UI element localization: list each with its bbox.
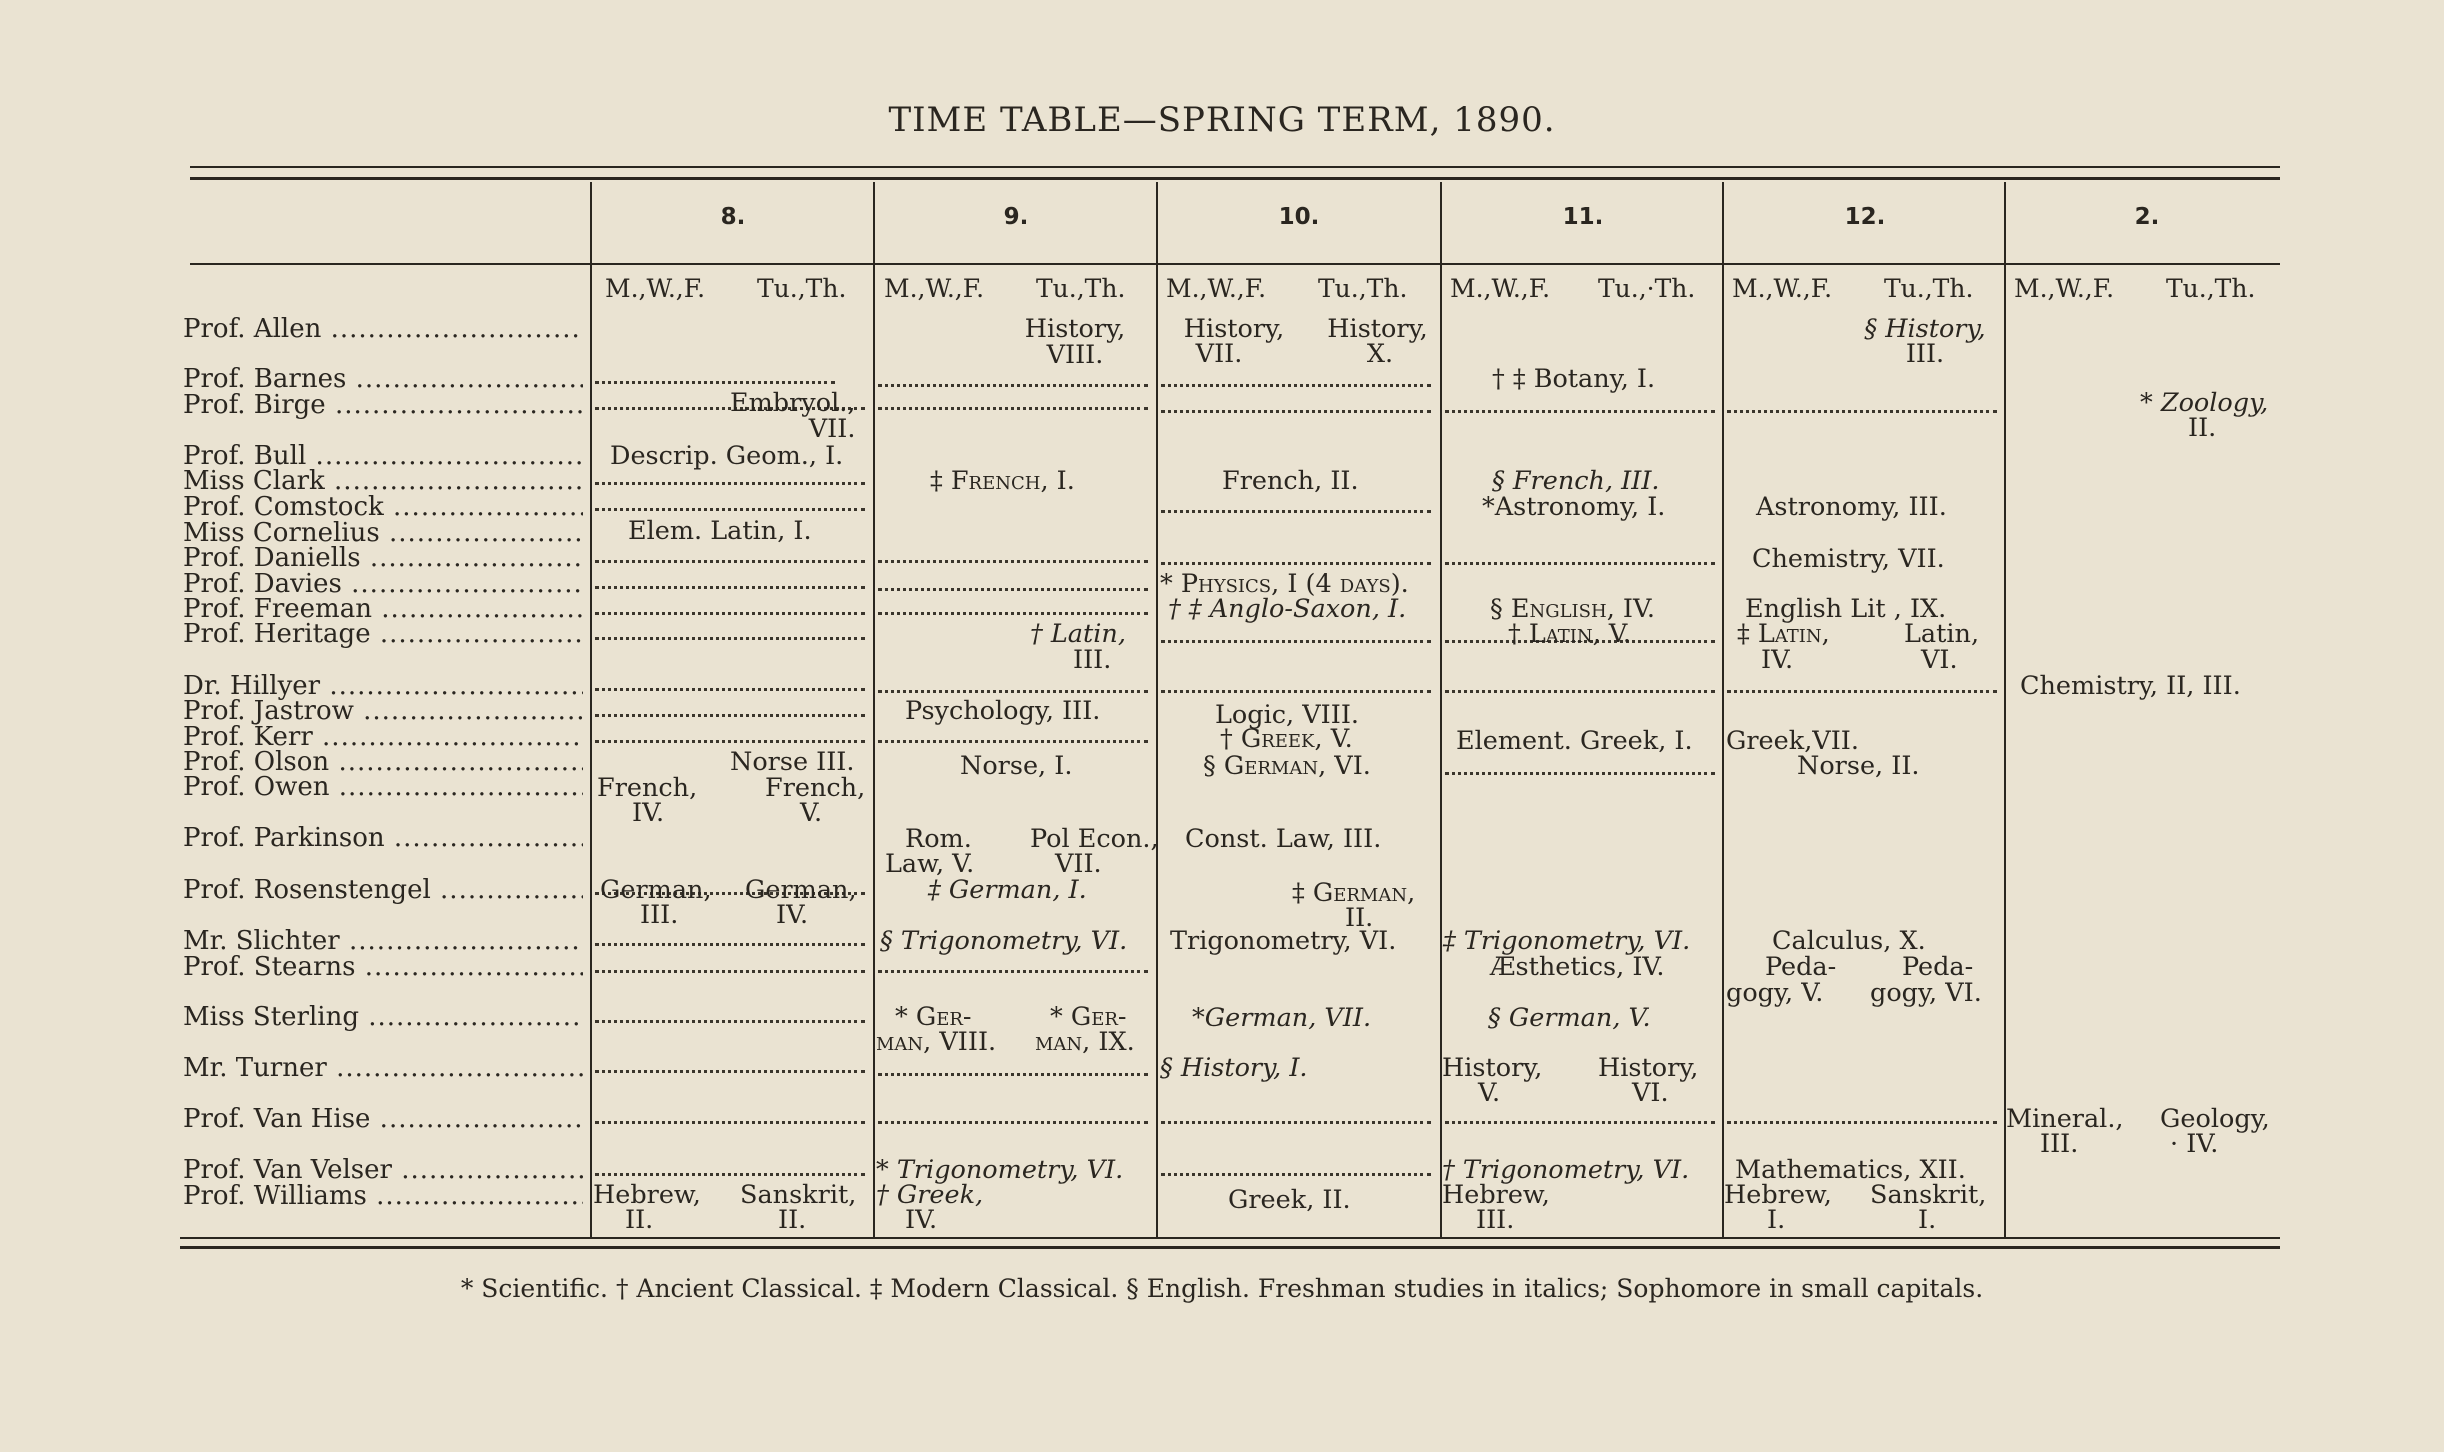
hour-header: 12. bbox=[1844, 204, 1886, 230]
dotted-leader bbox=[1727, 1121, 1997, 1124]
schedule-cell: History, bbox=[1327, 314, 1428, 344]
schedule-cell: III. bbox=[1905, 339, 1945, 369]
schedule-cell: Logic, VIII. bbox=[1215, 700, 1359, 730]
schedule-cell: * Ger- bbox=[1050, 1002, 1127, 1032]
schedule-cell: History, bbox=[1442, 1053, 1543, 1083]
dotted-leader bbox=[1161, 640, 1431, 643]
schedule-cell: Embryol., VII. bbox=[730, 388, 856, 444]
schedule-cell: French, II. bbox=[1222, 466, 1359, 496]
schedule-cell: * Ger- bbox=[895, 1002, 972, 1032]
schedule-cell: § History, bbox=[1864, 314, 1986, 344]
schedule-cell: Elem. Latin, I. bbox=[628, 516, 812, 546]
professor-name: Prof. Olson ..... bbox=[183, 747, 583, 777]
dotted-leader bbox=[1445, 1121, 1715, 1124]
schedule-cell: man, VIII. bbox=[876, 1027, 997, 1057]
day-head-tuth: Tu.,Th. bbox=[2166, 274, 2256, 303]
dotted-leader bbox=[595, 612, 865, 615]
dotted-leader bbox=[1727, 690, 1997, 693]
schedule-cell: Rom. bbox=[905, 824, 972, 854]
day-head-tuth: Tu.,Th. bbox=[757, 274, 847, 303]
professor-name: Prof. Williams ..... bbox=[183, 1181, 583, 1211]
hour-header: 9. bbox=[1003, 204, 1029, 230]
schedule-cell: Norse, I. bbox=[960, 751, 1073, 781]
dotted-leader bbox=[878, 1073, 1148, 1076]
schedule-cell: History, bbox=[1183, 314, 1285, 344]
schedule-cell: gogy, V. bbox=[1726, 978, 1824, 1008]
professor-name: Prof. Owen ..... bbox=[183, 772, 583, 802]
column-divider bbox=[1156, 182, 1158, 1237]
day-head-mwf: M.,W.,F. bbox=[1732, 274, 1833, 303]
professor-name: Prof. Freeman ..... bbox=[183, 594, 583, 624]
professor-name: Mr. Slichter ..... bbox=[183, 926, 583, 956]
schedule-cell: VII. bbox=[1055, 849, 1102, 879]
professor-name: Prof. Stearns ..... bbox=[183, 952, 583, 982]
dotted-leader bbox=[595, 508, 865, 511]
professor-name: Prof. Parkinson ..... bbox=[183, 823, 583, 853]
schedule-cell: § English, IV. bbox=[1490, 594, 1656, 624]
schedule-cell: § German, V. bbox=[1488, 1003, 1651, 1033]
dotted-leader bbox=[1161, 410, 1431, 413]
dotted-leader bbox=[595, 381, 835, 384]
schedule-cell: § Trigonometry, VI. bbox=[880, 926, 1128, 956]
schedule-cell: * Zoology, bbox=[2140, 388, 2269, 418]
day-head-mwf: M.,W.,F. bbox=[884, 274, 985, 303]
schedule-cell: II. bbox=[2188, 413, 2217, 443]
hour-header: 10. bbox=[1278, 204, 1320, 230]
professor-name: Miss Cornelius ..... bbox=[183, 518, 583, 548]
schedule-cell: German, bbox=[745, 875, 857, 905]
dotted-leader bbox=[878, 384, 1148, 387]
dotted-leader bbox=[878, 560, 1148, 563]
top-rule-thick bbox=[190, 177, 2280, 180]
schedule-cell: VII. bbox=[1195, 339, 1243, 369]
dotted-leader bbox=[1445, 410, 1715, 413]
schedule-cell: † ‡ Anglo-Saxon, I. bbox=[1168, 594, 1407, 624]
schedule-cell: Peda- bbox=[1765, 952, 1837, 982]
schedule-cell: German, bbox=[600, 875, 712, 905]
page-title: TIME TABLE—SPRING TERM, 1890. bbox=[888, 100, 1556, 140]
dotted-leader bbox=[878, 588, 1148, 591]
schedule-cell: III. bbox=[2040, 1129, 2079, 1159]
schedule-cell: IV. bbox=[776, 900, 809, 930]
professor-name: Prof. Barnes ..... bbox=[183, 364, 583, 394]
schedule-cell: X. bbox=[1366, 339, 1394, 369]
dotted-leader bbox=[595, 740, 865, 743]
schedule-cell: I. bbox=[1918, 1205, 1937, 1235]
dotted-leader bbox=[878, 1121, 1148, 1124]
bottom-rule-thick bbox=[180, 1246, 2280, 1249]
schedule-cell: III. bbox=[640, 900, 679, 930]
schedule-cell: ‡ German, bbox=[1292, 878, 1416, 908]
column-divider bbox=[1722, 182, 1724, 1237]
professor-name: Prof. Davies ..... bbox=[183, 569, 583, 599]
top-rule-thin bbox=[190, 166, 2280, 168]
hour-header: 11. bbox=[1562, 204, 1604, 230]
professor-name: Miss Clark ..... bbox=[183, 466, 583, 496]
professor-name: Mr. Turner ..... bbox=[183, 1053, 583, 1083]
schedule-cell: IV. bbox=[632, 798, 665, 828]
dotted-leader bbox=[595, 637, 865, 640]
professor-name: Prof. Van Velser ..... bbox=[183, 1155, 583, 1185]
schedule-cell: * Trigonometry, VI. bbox=[876, 1155, 1124, 1185]
day-head-tuth: Tu.,Th. bbox=[1036, 274, 1126, 303]
day-head-mwf: M.,W.,F. bbox=[605, 274, 706, 303]
schedule-cell: Sanskrit, bbox=[1870, 1180, 1987, 1210]
dotted-leader bbox=[878, 970, 1148, 973]
column-divider bbox=[873, 182, 875, 1237]
professor-name: Prof. Allen ..... bbox=[183, 314, 583, 344]
dotted-leader bbox=[595, 970, 865, 973]
dotted-leader bbox=[878, 612, 1148, 615]
dotted-leader bbox=[1161, 1121, 1431, 1124]
professor-name: Prof. Jastrow ..... bbox=[183, 696, 583, 726]
schedule-cell: II. bbox=[625, 1205, 654, 1235]
hour-header: 2. bbox=[2134, 204, 2160, 230]
day-head-tuth: Tu.,Th. bbox=[1884, 274, 1974, 303]
schedule-cell: Mathematics, XII. bbox=[1735, 1155, 1966, 1185]
dotted-leader bbox=[595, 586, 865, 589]
day-head-tuth: Tu.,Th. bbox=[1318, 274, 1408, 303]
schedule-cell: English Lit , IX. bbox=[1745, 594, 1947, 624]
schedule-cell: VI. bbox=[1921, 645, 1958, 675]
schedule-cell: History, VIII. bbox=[1024, 314, 1126, 370]
dotted-leader bbox=[595, 714, 865, 717]
schedule-cell: Sanskrit, bbox=[740, 1180, 857, 1210]
professor-name: Dr. Hillyer ..... bbox=[183, 671, 583, 701]
dotted-leader bbox=[595, 1173, 865, 1176]
schedule-cell: Hebrew, bbox=[1724, 1180, 1832, 1210]
dotted-leader bbox=[595, 1121, 865, 1124]
schedule-cell: Chemistry, II, III. bbox=[2020, 671, 2241, 701]
schedule-cell: ‡ French, I. bbox=[930, 466, 1075, 496]
footnote-legend: * Scientific. † Ancient Classical. ‡ Modern Classical. § English. Freshman studies in italics; Sophomore in small capitals. bbox=[460, 1274, 1984, 1303]
dotted-leader bbox=[1161, 690, 1431, 693]
schedule-cell: II. bbox=[1345, 903, 1374, 933]
schedule-cell: I. bbox=[1767, 1205, 1786, 1235]
schedule-cell: § German, VI. bbox=[1203, 751, 1371, 781]
schedule-cell: Trigonometry, VI. bbox=[1170, 926, 1397, 956]
schedule-cell: ‡ Trigonometry, VI. bbox=[1443, 926, 1691, 956]
schedule-cell: Æsthetics, IV. bbox=[1490, 952, 1665, 982]
schedule-cell: French, bbox=[597, 773, 698, 803]
schedule-cell: Norse, II. bbox=[1797, 751, 1920, 781]
day-head-mwf: M.,W.,F. bbox=[1450, 274, 1551, 303]
dotted-leader bbox=[1445, 562, 1715, 565]
schedule-cell: Greek,VII. bbox=[1726, 726, 1859, 756]
schedule-cell: History, bbox=[1598, 1053, 1699, 1083]
column-divider bbox=[590, 182, 592, 1237]
schedule-cell: Hebrew, bbox=[1442, 1180, 1550, 1210]
schedule-cell: Latin, bbox=[1904, 619, 1980, 649]
dotted-leader bbox=[1727, 410, 1997, 413]
schedule-cell: † ‡ Botany, I. bbox=[1492, 364, 1656, 394]
schedule-cell: * Physics, I (4 days). bbox=[1160, 569, 1409, 599]
schedule-cell: Calculus, X. bbox=[1772, 926, 1926, 956]
schedule-cell: · IV. bbox=[2170, 1129, 2219, 1159]
header-rule bbox=[190, 263, 2280, 265]
dotted-leader bbox=[595, 943, 865, 946]
professor-name: Prof. Birge ..... bbox=[183, 390, 583, 420]
schedule-cell: man, IX. bbox=[1035, 1027, 1135, 1057]
professor-name: Prof. Rosenstengel ..... bbox=[183, 875, 583, 905]
dotted-leader bbox=[878, 407, 1148, 410]
schedule-cell: II. bbox=[778, 1205, 807, 1235]
dotted-leader bbox=[1445, 772, 1715, 775]
dotted-leader bbox=[595, 560, 865, 563]
hour-header: 8. bbox=[720, 204, 746, 230]
schedule-cell: Const. Law, III. bbox=[1185, 824, 1382, 854]
schedule-cell: *Astronomy, I. bbox=[1482, 492, 1666, 522]
schedule-cell: † Greek, V. bbox=[1220, 724, 1353, 754]
schedule-cell: Chemistry, VII. bbox=[1752, 544, 1945, 574]
professor-name: Prof. Van Hise ..... bbox=[183, 1104, 583, 1134]
schedule-cell: gogy, VI. bbox=[1870, 978, 1982, 1008]
dotted-leader bbox=[1161, 562, 1431, 565]
schedule-cell: III. bbox=[1073, 645, 1112, 675]
schedule-cell: † Latin, V. bbox=[1508, 619, 1631, 649]
schedule-cell: Law, V. bbox=[885, 849, 975, 879]
schedule-cell: IV. bbox=[905, 1205, 938, 1235]
bottom-rule-thin bbox=[180, 1237, 2280, 1239]
professor-name: Prof. Kerr ..... bbox=[183, 722, 583, 752]
day-head-tuth: Tu.,·Th. bbox=[1598, 274, 1696, 303]
dotted-leader bbox=[1161, 1173, 1431, 1176]
schedule-cell: V. bbox=[800, 798, 823, 828]
dotted-leader bbox=[595, 1020, 865, 1023]
schedule-cell: VI. bbox=[1632, 1078, 1669, 1108]
dotted-leader bbox=[1445, 690, 1715, 693]
schedule-cell: Geology, bbox=[2160, 1104, 2270, 1134]
schedule-cell: Peda- bbox=[1902, 952, 1974, 982]
dotted-leader bbox=[878, 690, 1148, 693]
schedule-cell: IV. bbox=[1761, 645, 1794, 675]
schedule-cell: Hebrew, bbox=[593, 1180, 701, 1210]
schedule-cell: Astronomy, III. bbox=[1756, 492, 1947, 522]
day-head-mwf: M.,W.,F. bbox=[1166, 274, 1267, 303]
schedule-cell: † Trigonometry, VI. bbox=[1442, 1155, 1690, 1185]
schedule-cell: Pol Econ., bbox=[1030, 824, 1159, 854]
schedule-cell: French, bbox=[765, 773, 866, 803]
schedule-cell: Psychology, III. bbox=[905, 696, 1101, 726]
schedule-cell: Mineral., bbox=[2006, 1104, 2124, 1134]
professor-name: Prof. Comstock ..... bbox=[183, 492, 583, 522]
dotted-leader bbox=[1161, 510, 1431, 513]
dotted-leader bbox=[595, 482, 865, 485]
schedule-cell: § History, I. bbox=[1160, 1053, 1308, 1083]
professor-name: Miss Sterling ..... bbox=[183, 1002, 583, 1032]
schedule-cell: § French, III. bbox=[1492, 466, 1660, 496]
schedule-cell: III. bbox=[1476, 1205, 1515, 1235]
schedule-cell: ‡ Latin, bbox=[1737, 619, 1830, 649]
professor-name: Prof. Heritage ..... bbox=[183, 619, 583, 649]
dotted-leader bbox=[595, 688, 865, 691]
schedule-cell: Element. Greek, I. bbox=[1456, 726, 1693, 756]
schedule-cell: Greek, II. bbox=[1228, 1185, 1351, 1215]
day-head-mwf: M.,W.,F. bbox=[2014, 274, 2115, 303]
professor-name: Prof. Daniells ..... bbox=[183, 543, 583, 573]
schedule-cell: ‡ German, I. bbox=[928, 875, 1087, 905]
schedule-cell: † Latin, bbox=[1030, 619, 1126, 649]
dotted-leader bbox=[878, 740, 1148, 743]
schedule-cell: *German, VII. bbox=[1192, 1003, 1372, 1033]
schedule-cell: Norse III. bbox=[730, 747, 855, 777]
dotted-leader bbox=[595, 1070, 865, 1073]
schedule-cell: † Greek, bbox=[876, 1180, 984, 1210]
professor-name: Prof. Bull ..... bbox=[183, 441, 583, 471]
schedule-cell: V. bbox=[1478, 1078, 1501, 1108]
dotted-leader bbox=[1161, 384, 1431, 387]
schedule-cell: Descrip. Geom., I. bbox=[610, 441, 844, 471]
